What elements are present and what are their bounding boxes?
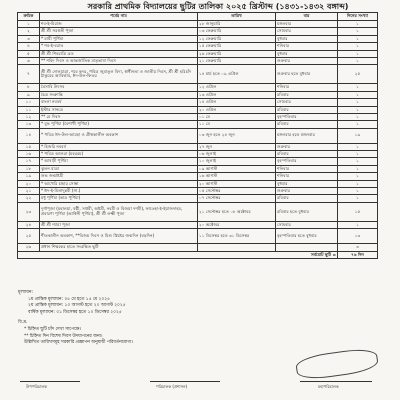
cell-day: বুধবার <box>276 35 338 42</box>
cell-day: বৃহস্পতিবার <box>276 113 338 120</box>
cell-serial: ৪ <box>18 43 40 50</box>
cell-day: রবিবার <box>276 91 338 98</box>
remarks-list <box>18 327 378 347</box>
table-row <box>18 173 378 180</box>
cell-day <box>276 244 338 251</box>
cell-name: দুর্গাপূজা (মহালয়া, ষষ্ঠী, সপ্তমী, অষ্টমী, নবমী ও বিজয়া দশমী), ফাতেহা-ই-ইয়াজদাহম, প্রবারণা পূর্ণিমা (আশ্বিনী পূর্ণিমা), শ্রী শ্রী লক্ষ্মী পূজা <box>40 202 198 221</box>
total-value: ৭৬ দিন <box>338 251 378 258</box>
cell-name: শুভ জন্মাষ্টমী <box>40 173 198 180</box>
table-row <box>18 202 378 221</box>
cell-date: ১৩ এপ্রিল <box>198 91 276 98</box>
table-row <box>18 188 378 195</box>
cell-serial: ২০ <box>18 180 40 187</box>
cell-serial: ১৩ <box>18 121 40 128</box>
cell-date: ০৩ ফেব্রুয়ারি <box>198 28 276 35</box>
cell-date: ২০ অক্টোবর <box>198 221 276 228</box>
cell-name: ** মে দিবস <box>40 113 198 120</box>
cell-serial: ৩ <box>18 35 40 42</box>
cell-day: শুক্রবার <box>276 143 338 150</box>
cell-serial: ৫ <box>18 50 40 57</box>
cell-name: * মাঘী পূর্ণিমা <box>40 35 198 42</box>
table-row <box>18 91 378 98</box>
cell-count: ১ <box>338 57 378 64</box>
cell-date: ১৬ আগস্ট <box>198 173 276 180</box>
table-row <box>18 180 378 187</box>
total-label: সর্বমোট ছুটি = <box>18 251 338 258</box>
cell-serial: ১৯ <box>18 173 40 180</box>
cell-date: ১৪ মার্চ হতে ০৯ এপ্রিল <box>198 65 276 84</box>
cell-date: ১০ জুলাই <box>198 158 276 165</box>
cell-name: বাংলা নববর্ষ <box>40 99 198 106</box>
cell-count: ১ <box>338 43 378 50</box>
cell-name: * আখেরি চাহার সোম্বা <box>40 180 198 187</box>
cell-day: সোমবার <box>276 99 338 106</box>
cell-serial: ১৬ <box>18 151 40 158</box>
table-row <box>18 57 378 64</box>
cell-name: চৈত্র সংক্রান্তি <box>40 91 198 98</box>
remarks-heading: বি.দ্র. <box>18 320 28 326</box>
total-row <box>18 251 378 258</box>
cell-count: ১ <box>338 28 378 35</box>
cell-day: শুক্রবার <box>276 57 338 64</box>
exam-list <box>18 297 378 317</box>
cell-serial: ৯ <box>18 91 40 98</box>
cell-day: সোমবার <box>276 221 338 228</box>
cell-name: শ্রী শ্রী শ্যামা পূজা <box>40 221 198 228</box>
signature-title: উপপরিচালক <box>26 384 47 389</box>
cell-day: বৃহস্পতিবার <box>276 158 338 165</box>
remark-item: ** চিহ্নিত দিন বিশেষ দিবস উদযাপনের জন্য। <box>24 333 103 339</box>
table-row <box>18 113 378 120</box>
cell-name: শীতকালীন অবকাশ, **বিজয় দিবস ও যিশু খ্রিষ্টের জন্মদিন (বড়দিন) <box>40 229 198 244</box>
col-header-count: দিনের সংখ্যা <box>338 13 378 21</box>
cell-day: বুধবার <box>276 180 338 187</box>
cell-count: ২৫ <box>338 65 378 84</box>
notes-section <box>18 290 378 347</box>
cell-date: ১২ ফেব্রুয়ারি <box>198 35 276 42</box>
cell-name: শ্রী শ্রী দোলযাত্রা, শবে কদর, পবিত্র জুমাতুল বিদা, স্বাধীনতা ও জাতীয় দিবস, শ্রী শ্রী হরিচাঁদ ঠাকুরের আবির্ভাব, ঈদ-উল-ফিতর <box>40 65 198 84</box>
cell-day: শুক্রবার হতে বুধবার <box>276 65 338 84</box>
cell-serial: ১০ <box>18 99 40 106</box>
cell-date: ১৫ ফেব্রুয়ারি <box>198 43 276 50</box>
cell-serial: ২১ <box>18 188 40 195</box>
cell-date: ০৭ সেপ্টেম্বর <box>198 195 276 202</box>
cell-count: ১ <box>338 121 378 128</box>
table-row <box>18 128 378 143</box>
cell-day: শনিবার <box>276 173 338 180</box>
table-row <box>18 43 378 50</box>
table-row <box>18 65 378 84</box>
cell-serial: ১২ <box>18 113 40 120</box>
cell-date: ২১ সেপ্টেম্বর হতে ০৮ অক্টোবর <box>198 202 276 221</box>
cell-count: ১ <box>338 21 378 28</box>
signature-title: মহাপরিচালক <box>318 384 339 389</box>
cell-serial: ২৫ <box>18 229 40 244</box>
cell-count: ১ <box>338 143 378 150</box>
col-header-name: পর্বের নাম <box>40 13 198 21</box>
cell-serial: ২ <box>18 28 40 35</box>
table-row <box>18 99 378 106</box>
exam-item: ২য় প্রান্তিক মূল্যায়ন: ১০ আগস্ট হতে ২০ আগস্ট ২০২৫ <box>28 303 126 309</box>
cell-name: শব-ই-মিরাজ <box>40 21 198 28</box>
table-row <box>18 121 378 128</box>
cell-name: * আষাঢ়ী পূর্ণিমা <box>40 158 198 165</box>
cell-count: ১ <box>338 106 378 113</box>
cell-date: ০১ মে <box>198 113 276 120</box>
table-row <box>18 158 378 165</box>
cell-count: ১ <box>338 195 378 202</box>
cell-count: ১ <box>338 91 378 98</box>
exam-item: বার্ষিক মূল্যায়ন: ০১ ডিসেম্বর হতে ১০ ডিসেম্বর ২০২৫ <box>28 309 122 315</box>
cell-count: ১ <box>338 50 378 57</box>
cell-count: ১ <box>338 221 378 228</box>
table-row <box>18 35 378 42</box>
cell-count: ১ <box>338 165 378 172</box>
cell-name: প্রধান শিক্ষকের হাতে সংরক্ষিত ছুটি <box>40 244 198 251</box>
cell-day: শনিবার <box>276 84 338 91</box>
exam-heading: মূল্যায়ন: <box>18 290 33 295</box>
table-row <box>18 21 378 28</box>
cell-name: শ্রী শ্রী শিবরাত্রি ব্রত <box>40 50 198 57</box>
cell-count: ১ <box>338 113 378 120</box>
remark-item: উল্লিখিত তারিখসমূহ সরকারি প্রজ্ঞাপন অনুযায়ী পরিবর্তনযোগ্য। <box>24 340 134 346</box>
cell-date: ০৯ আগস্ট <box>198 165 276 172</box>
cell-serial: ২৩ <box>18 202 40 221</box>
cell-day: মঙ্গলবার <box>276 21 338 28</box>
signature-line <box>300 381 372 382</box>
cell-name: * বুদ্ধ পূর্ণিমা (বৈশাখী পূর্ণিমা) <box>40 121 198 128</box>
cell-serial: ১১ <box>18 106 40 113</box>
cell-date: ২৬ ফেব্রুয়ারি <box>198 50 276 57</box>
col-header-serial: ক্রমিক <box>18 13 40 21</box>
table-header-row <box>18 13 378 21</box>
cell-serial: ১৭ <box>18 158 40 165</box>
table-row <box>18 195 378 202</box>
cell-name: * পবিত্র ঈদ-উল-আযহা ও গ্রীষ্মকালীন অবকাশ <box>40 128 198 143</box>
cell-date: ২০ এপ্রিল <box>198 106 276 113</box>
cell-date: ০৬ জুলাই <box>198 151 276 158</box>
cell-day: রবিবার হতে বুধবার <box>276 202 338 221</box>
cell-name: ** শহিদ দিবস ও আন্তর্জাতিক মাতৃভাষা দিবস <box>40 57 198 64</box>
cell-day: শনিবার <box>276 43 338 50</box>
cell-date: ২৭ জুন <box>198 143 276 150</box>
remark-item: * চিহ্নিত ছুটি চাঁদ দেখা সাপেক্ষে। <box>24 327 81 333</box>
cell-serial: ১৮ <box>18 165 40 172</box>
col-header-date: তারিখ <box>198 13 276 21</box>
cell-count: ৩ <box>338 244 378 251</box>
table-row <box>18 229 378 244</box>
cell-day: মঙ্গলবার হতে মঙ্গলবার <box>276 128 338 143</box>
cell-name: ঝুলন যাত্রা <box>40 165 198 172</box>
cell-name: * পবিত্র আশুরা (মহররম) <box>40 151 198 158</box>
cell-date: ২৮ জানুয়ারি <box>198 21 276 28</box>
table-row <box>18 165 378 172</box>
table-row <box>18 151 378 158</box>
table-row <box>18 221 378 228</box>
table-row <box>18 106 378 113</box>
signature-line <box>20 381 80 382</box>
cell-day: বৃহস্পতিবার হতে বুধবার <box>276 229 338 244</box>
cell-serial: ২৬ <box>18 244 40 251</box>
exam-item: ১ম প্রান্তিক মূল্যায়ন: ০৫ মে হতে ১৫ মে ২০২৫ <box>28 296 110 302</box>
holiday-table <box>17 12 378 259</box>
cell-serial: ১৫ <box>18 143 40 150</box>
cell-date <box>198 244 276 251</box>
cell-name: শ্রী শ্রী সরস্বতী পূজা <box>40 28 198 35</box>
cell-day: রবিবার <box>276 195 338 202</box>
cell-name: * হিজরি নববর্ষ <box>40 143 198 150</box>
cell-count: ১ <box>338 180 378 187</box>
signature-title: পরিচালক (প্রশাসন) <box>156 384 188 389</box>
cell-date: ০৩ জুন হতে ২৪ জুন <box>198 128 276 143</box>
cell-serial: ৭ <box>18 65 40 84</box>
cell-name: ইস্টার সানডে <box>40 106 198 113</box>
cell-day: শুক্রবার <box>276 188 338 195</box>
cell-date: ১১ ডিসেম্বর হতে ৩১ ডিসেম্বর <box>198 229 276 244</box>
cell-count: ১৩ <box>338 229 378 244</box>
col-header-day: বার <box>276 13 338 21</box>
table-row <box>18 50 378 57</box>
cell-count: ১ <box>338 151 378 158</box>
document-title: সরকারি প্রাথমিক বিদ্যালয়ের ছুটির তালিকা ২০২৫ খ্রিস্টাব্দ (১৪৩১-১৪৩২ বঙ্গাব্দ) <box>87 2 349 11</box>
cell-name: * শব-ই-বরাত <box>40 43 198 50</box>
cell-day: রবিবার <box>276 151 338 158</box>
cell-day: শনিবার <box>276 165 338 172</box>
cell-date: ২১ ফেব্রুয়ারি <box>198 57 276 64</box>
cell-count: ১ <box>338 99 378 106</box>
cell-name: মধু পূর্ণিমা (ভাদ্র পূর্ণিমা) <box>40 195 198 202</box>
cell-day: রবিবার <box>276 106 338 113</box>
cell-serial: ১৪ <box>18 128 40 143</box>
cell-name: বৈসাবি উৎসব <box>40 84 198 91</box>
cell-date: ১২ এপ্রিল <box>198 84 276 91</box>
table-row <box>18 84 378 91</box>
cell-count: ১৫ <box>338 202 378 221</box>
cell-serial: ২২ <box>18 195 40 202</box>
cell-count: ১ <box>338 35 378 42</box>
cell-serial: ১ <box>18 21 40 28</box>
cell-date: ১৪ এপ্রিল <box>198 99 276 106</box>
cell-serial: ২৪ <box>18 221 40 228</box>
table-row <box>18 28 378 35</box>
cell-count: ১৯ <box>338 128 378 143</box>
cell-day: বুধবার <box>276 50 338 57</box>
cell-name: * ঈদ-ই-মিলাদুন্নবী (সা.) <box>40 188 198 195</box>
table-row <box>18 143 378 150</box>
cell-date: ২০ আগস্ট <box>198 180 276 187</box>
cell-serial: ৬ <box>18 57 40 64</box>
cell-day: সোমবার <box>276 28 338 35</box>
cell-date: ১১ মে <box>198 121 276 128</box>
cell-day: রবিবার <box>276 121 338 128</box>
cell-count: ১ <box>338 188 378 195</box>
cell-count: ১ <box>338 84 378 91</box>
cell-date: ০৫ সেপ্টেম্বর <box>198 188 276 195</box>
signature-line <box>150 381 220 382</box>
cell-count: ১ <box>338 173 378 180</box>
table-row <box>18 244 378 251</box>
official-stamp <box>295 346 380 381</box>
cell-count: ১ <box>338 158 378 165</box>
cell-serial: ৮ <box>18 84 40 91</box>
